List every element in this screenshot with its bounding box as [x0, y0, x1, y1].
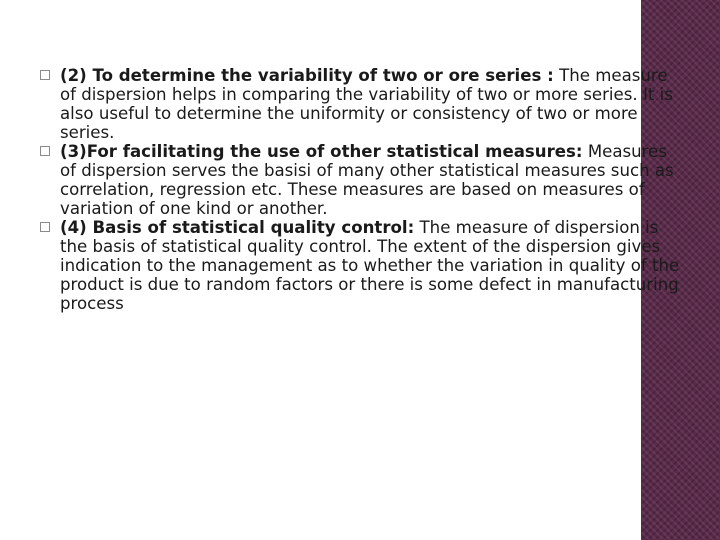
- slide-content: [40, 66, 680, 313]
- bullet-body: The measure of dispersion helps in comparing the variability of two or more series. It is also useful to determine the uniformity or consistency of two or more series.: [60, 66, 673, 142]
- bullet-body: The measure of dispersion is the basis of statistical quality control. The extent of the dispersion gives indication to the management as to whether the variation in quality of the product is due to random factors or there is some defect in manufacturing process: [60, 218, 680, 313]
- bullet-heading: (2) To determine the variability of two or ore series :: [60, 66, 554, 85]
- bullet-item-statistical-measures: [40, 142, 680, 218]
- bullet-heading: (4) Basis of statistical quality control:: [60, 218, 415, 237]
- bullet-item-quality-control: [40, 218, 680, 313]
- square-bullet-icon: [40, 146, 50, 156]
- bullet-heading: (3)For facilitating the use of other statistical measures:: [60, 142, 583, 161]
- square-bullet-icon: [40, 222, 50, 232]
- square-bullet-icon: [40, 70, 50, 80]
- bullet-body: Measures of dispersion serves the basisi of many other statistical measures such as correlation, regression etc. These measures are based on measures of variation of one kind or another.: [60, 142, 674, 218]
- bullet-item-variability: [40, 66, 680, 142]
